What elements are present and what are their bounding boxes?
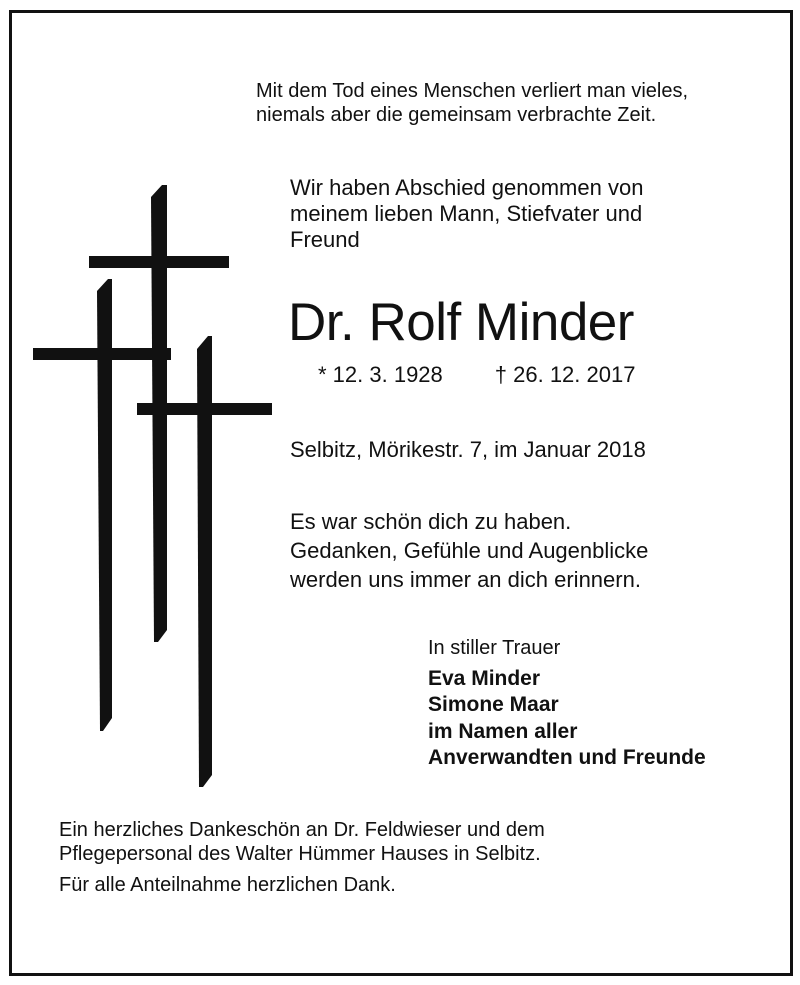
intro-line: meinem lieben Mann, Stiefvater und	[290, 200, 643, 226]
opening-quote	[256, 80, 688, 127]
death-date: † 26. 12. 2017	[494, 362, 636, 387]
thanks-section	[59, 818, 545, 897]
mourner-line: im Namen aller	[428, 719, 578, 743]
birth-date: * 12. 3. 1928	[318, 362, 443, 387]
memorial-poem	[290, 509, 648, 596]
farewell-intro	[290, 175, 643, 253]
cross-left	[33, 279, 171, 731]
poem-line: Gedanken, Gefühle und Augenblicke	[290, 537, 649, 563]
thanks-line: Ein herzliches Dankeschön an Dr. Feldwieser und dem	[59, 819, 545, 841]
poem-line: werden uns immer an dich erinnern.	[290, 566, 641, 592]
poem-line: Es war schön dich zu haben.	[290, 509, 572, 534]
place-and-date: Selbitz, Mörikestr. 7, im Januar 2018	[290, 437, 646, 462]
deceased-name: Dr. Rolf Minder	[288, 293, 634, 352]
thanks-line: Pflegepersonal des Walter Hümmer Hauses in Selbitz.	[59, 843, 541, 866]
mourner-line: Eva Minder	[428, 667, 541, 690]
mourner-line: Anverwandten und Freunde	[428, 745, 706, 769]
intro-line: Wir haben Abschied genommen von	[290, 175, 644, 200]
quote-line: Mit dem Tod eines Menschen verliert man vieles,	[256, 80, 689, 102]
quote-line: niemals aber die gemeinsam verbrachte Zeit.	[256, 103, 657, 126]
life-dates	[318, 362, 635, 388]
intro-line: Freund	[290, 226, 360, 252]
thanks-closing: Für alle Anteilnahme herzlichen Dank.	[59, 873, 396, 896]
mourning-label: In stiller Trauer	[428, 637, 561, 659]
mourner-line: Simone Maar	[428, 693, 559, 717]
mourner-names	[428, 666, 706, 771]
